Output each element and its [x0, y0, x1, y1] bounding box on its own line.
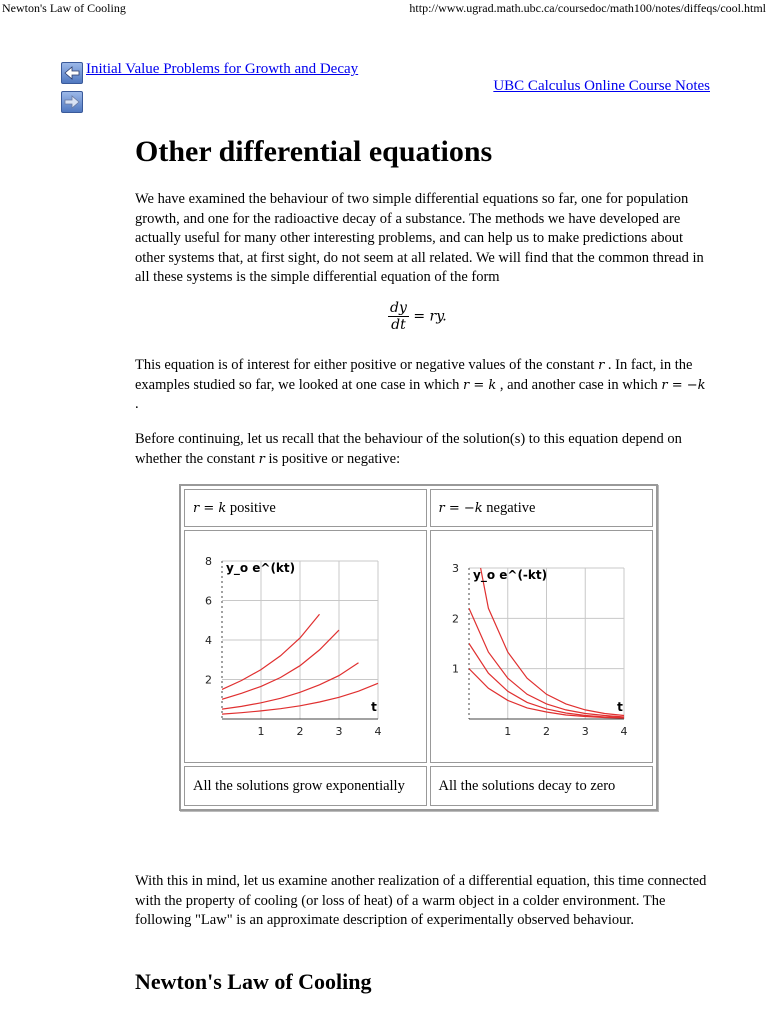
- section-title: Newton's Law of Cooling: [135, 969, 372, 994]
- math-r: r: [598, 358, 605, 373]
- comparison-table: [179, 484, 658, 811]
- series-line-2: [222, 663, 359, 709]
- x-axis-label: t: [371, 700, 377, 714]
- x-tick-label: 4: [374, 725, 382, 738]
- intro-paragraph: We have examined the behaviour of two simple differential equations so far, one for population growth, and one for the radioactive decay of a substance. The methods we have developed are actually useful for many other interesting problems, and can help us to make predictions about other systems that, at first sight, do not seem at all related. We will find that the common thread in all these systems is the simple differential equation of the form: [135, 191, 704, 285]
- math-r-eq-negk: r = −k: [661, 377, 706, 393]
- x-tick-label: 4: [620, 725, 628, 738]
- math-r-eq-k: r = k: [463, 377, 497, 393]
- negative-header: [430, 489, 653, 527]
- y-tick-label: 2: [205, 673, 212, 687]
- x-tick-label: 3: [335, 725, 343, 738]
- browser-page-title: Newton's Law of Cooling: [2, 1, 126, 15]
- page-title: Other differential equations: [135, 135, 493, 168]
- negative-label: negative: [486, 499, 536, 516]
- growth-caption: All the solutions grow exponentially: [184, 766, 427, 806]
- behaviour-paragraph: [135, 430, 710, 469]
- series-line-4: [480, 568, 623, 716]
- y-tick-label: 2: [451, 612, 459, 626]
- para2-text-2: . In fact, in the examples studied so far, we looked at one case in which: [135, 357, 693, 393]
- para3-text-1: Before continuing, let us recall that the behaviour of the solution(s) to this equation depend on whether the constant: [135, 431, 682, 467]
- browser-page-url: http://www.ugrad.math.ubc.ca/coursedoc/math100/notes/diffeqs/cool.html: [409, 1, 766, 15]
- eq-rhs: = ry.: [413, 308, 447, 325]
- chart-formula-label: y_o e^(kt): [226, 561, 296, 575]
- positive-label: positive: [229, 499, 276, 516]
- course-notes-link[interactable]: UBC Calculus Online Course Notes: [493, 78, 710, 94]
- para2-text-4: .: [135, 396, 139, 412]
- math-r-eq-negk-header: r = −k: [438, 500, 483, 516]
- forward-arrow-icon[interactable]: [61, 91, 83, 113]
- y-tick-label: 4: [205, 634, 212, 647]
- growth-chart-cell: [184, 530, 427, 763]
- decay-chart: [431, 531, 652, 757]
- eq-numerator: dy: [390, 300, 407, 316]
- constant-paragraph: [135, 356, 710, 415]
- positive-header: [184, 489, 427, 527]
- para3-text-2: is positive or negative:: [268, 450, 401, 467]
- series-line-4: [222, 614, 320, 689]
- math-r-2: r: [258, 451, 265, 467]
- back-arrow-icon[interactable]: [61, 62, 83, 84]
- y-tick-label: 6: [205, 594, 212, 608]
- x-tick-label: 3: [581, 725, 589, 738]
- chart-formula-label: y_o e^(-kt): [472, 568, 547, 582]
- y-tick-label: 1: [451, 662, 459, 676]
- x-tick-label: 1: [257, 725, 265, 738]
- cooling-intro-paragraph: With this in mind, let us examine another realization of a differential equation, this time connected with the property of cooling (or loss of heat) of a warm object in a colder environment. The following "Law" is an approximate description of experimentally observed behaviour.: [135, 873, 707, 928]
- math-r-eq-k-header: r = k: [193, 500, 227, 516]
- eq-denominator: dt: [391, 317, 406, 333]
- para2-text-1: This equation is of interest for either positive or negative values of the constant: [135, 357, 595, 373]
- decay-chart-cell: [430, 530, 653, 763]
- para2-text-3: , and another case in which: [499, 376, 658, 393]
- x-tick-label: 2: [296, 725, 304, 738]
- x-tick-label: 2: [542, 725, 550, 738]
- growth-chart: [185, 531, 425, 757]
- decay-caption: All the solutions decay to zero: [430, 766, 653, 806]
- prev-topic-link[interactable]: Initial Value Problems for Growth and Decay: [86, 61, 359, 77]
- y-tick-label: 8: [205, 555, 212, 568]
- x-axis-label: t: [616, 700, 623, 714]
- x-tick-label: 1: [503, 725, 511, 738]
- differential-equation: [388, 300, 447, 333]
- y-tick-label: 3: [451, 562, 459, 575]
